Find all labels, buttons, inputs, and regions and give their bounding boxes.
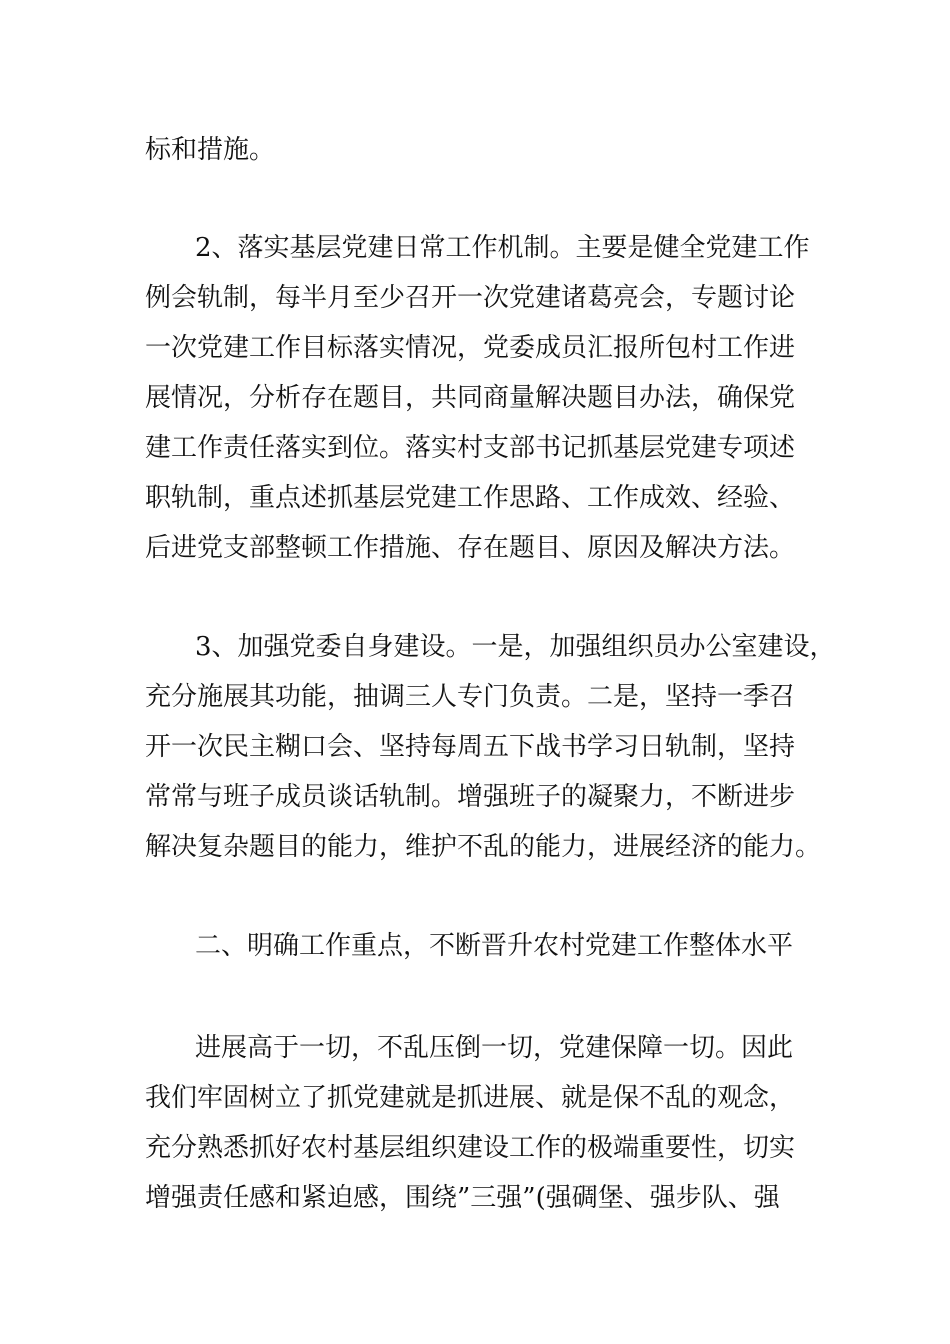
- text-line-4: 一次党建工作目标落实情况，党委成员汇报所包村工作进: [145, 333, 796, 363]
- text-line-13: 解决复杂题目的能力，维护不乱的能力，进展经济的能力。: [145, 832, 822, 862]
- text-line-11: 开一次民主糊口会、坚持每周五下战书学习日轨制，坚持: [145, 732, 796, 762]
- text-line-15: 进展高于一切，不乱压倒一切，党建保障一切。因此: [195, 1033, 794, 1063]
- text-line-5: 展情况，分析存在题目，共同商量解决题目办法，确保党: [145, 383, 796, 413]
- text-line-2: 2、落实基层党建日常工作机制。主要是健全党建工作: [195, 233, 810, 263]
- text-line-9: 3、加强党委自身建设。一是，加强组织员办公室建设，: [195, 632, 836, 662]
- text-line-6: 建工作责任落实到位。落实村支部书记抓基层党建专项述: [145, 433, 796, 463]
- section-heading: 二、明确工作重点，不断晋升农村党建工作整体水平: [195, 931, 794, 961]
- text-line-17: 充分熟悉抓好农村基层组织建设工作的极端重要性，切实: [145, 1133, 796, 1163]
- text-line-18: 增强责任感和紧迫感，围绕”三强”(强碉堡、强步队、强: [145, 1183, 780, 1213]
- text-line-10: 充分施展其功能，抽调三人专门负责。二是，坚持一季召: [145, 682, 796, 712]
- text-line-3: 例会轨制，每半月至少召开一次党建诸葛亮会，专题讨论: [145, 283, 796, 313]
- text-line-12: 常常与班子成员谈话轨制。增强班子的凝聚力，不断进步: [145, 782, 796, 812]
- text-line-1: 标和措施。: [145, 135, 276, 165]
- text-line-16: 我们牢固树立了抓党建就是抓进展、就是保不乱的观念，: [145, 1083, 796, 1113]
- text-line-7: 职轨制，重点述抓基层党建工作思路、工作成效、经验、: [145, 483, 796, 513]
- text-line-8: 后进党支部整顿工作措施、存在题目、原因及解决方法。: [145, 533, 796, 563]
